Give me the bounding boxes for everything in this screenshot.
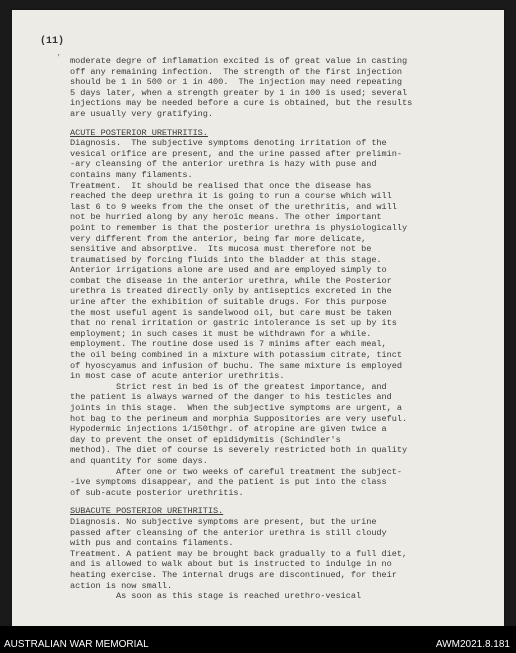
text-line: heating exercise. The internal drugs are discontinued, for their [70,569,397,580]
page-number: (11) [40,36,65,47]
text-line: sensitive and absorptive. Its mucosa must therefore not be [70,244,372,255]
text-line: 5 days later, when a strength greater by 1 in 100 is used; several [70,87,408,98]
text-line: urethra is treated directly only by antiseptics excreted in the [70,286,392,297]
footer-institution: AUSTRALIAN WAR MEMORIAL [4,639,149,650]
text-line: off any remaining infection. The strength of the first injection [70,66,402,77]
text-line: As soon as this stage is reached urethro-vesical [70,591,362,602]
paragraph-gap [70,120,502,128]
text-line: in most case of acute anterior urethritis. [70,371,285,382]
text-line: reached the deep urethra it is going to run a course which will [70,191,392,202]
text-line: Strict rest in bed is of the greatest importance, and [70,381,387,392]
text-line: moderate degre of inflamation excited is of great value in casting [70,56,408,66]
text-line: of sub-acute posterior urethritis. [70,487,244,498]
text-line: joints in this stage. When the subjective symptoms are urgent, a [70,403,402,413]
text-line: passed after cleansing of the anterior urethra is still cloudy [70,527,387,538]
text-line: Treatment. A patient may be brought back gradually to a full diet, [70,548,408,559]
text-line: and is allowed to walk about but is instructed to indulge in no [70,559,392,570]
text-line: not be hurried along by any heroic means. The other important [70,212,382,223]
text-line: last 6 to 9 weeks from the the onset of the urethritis, and will [70,201,397,212]
text-line: combat the disease in the anterior urethra, while the Posterior [70,275,392,286]
footer-accession-number: AWM2021.8.181 [435,639,510,650]
text-line: very different from the anterior, being far more delicate, [70,233,367,244]
text-line: SUBACUTE POSTERIOR URETHRITIS. [70,506,224,517]
text-line: method). The diet of course is severely restricted both in quality [70,445,408,456]
text-line: Anterior irrigations alone are used and are employed simply to [70,265,387,276]
text-line: that no renal irritation or gastric intolerance is set up by its [70,318,397,329]
text-line: Diagnosis. No subjective symptoms are present, but the urine [70,516,377,527]
text-line: employment. The routine dose used is 7 minims after each meal, [70,339,387,350]
text-line: Diagnosis. The subjective symptoms denoting irritation of the [70,138,387,149]
text-line: urine after the exhibition of suitable drugs. For this purpose [70,297,387,308]
text-line: should be 1 in 500 or 1 in 400. The injection may need repeating [70,77,402,88]
text-line: vesical orifice are present, and the urine passed after prelimin- [70,148,402,159]
text-line: and quantity for some days. [70,455,208,466]
text-line: Treatment. It should be realised that once the disease has [70,180,372,191]
text-line: the patient is always warned of the danger to his testicles and [70,392,392,403]
text-line: injections may be needed before a cure is obtained, but the results [70,98,413,109]
text-line: day to prevent the onset of epididymitis (Schindler's [70,434,341,445]
archive-footer [0,626,516,653]
text-line: the oil being combined in a mixture with potassium citrate, tinct [70,350,402,361]
text-line: -ive symptoms disappear, and the patient is put into the class [70,477,387,488]
text-line: employment; in such cases it must be withdrawn for a while. [70,328,372,339]
paragraph-gap [70,498,502,506]
text-line: action is now small. [70,580,173,591]
text-line: the most useful agent is sandelwood oil, but care must be taken [70,307,392,318]
text-line: point to remember is that the posterior urethra is physiologically [70,222,408,233]
text-line: with pus and contains filaments. [70,538,234,549]
text-line: hot bag to the perineum and morphia Suppositories are very useful. [70,413,408,424]
document-body [70,56,502,602]
margin-mark: ʼ [56,54,62,64]
text-line: are usually very gratifying. [70,108,213,119]
text-line: After one or two weeks of careful treatment the subject- [70,466,402,477]
text-line: of hyoscyamus and infusion of buchu. The same mixture is employed [70,360,402,371]
text-line: ACUTE POSTERIOR URETHRITIS. [70,127,208,138]
document-page [12,10,504,626]
text-line: traumatised by forcing fluids into the bladder at this stage. [70,254,382,265]
text-line: -ary cleansing of the anterior urethra is hazy with puse and [70,159,377,170]
text-line: Hypodermic injections 1/150thgr. of atropine are given twice a [70,424,387,435]
text-line: contains many filaments. [70,169,193,180]
